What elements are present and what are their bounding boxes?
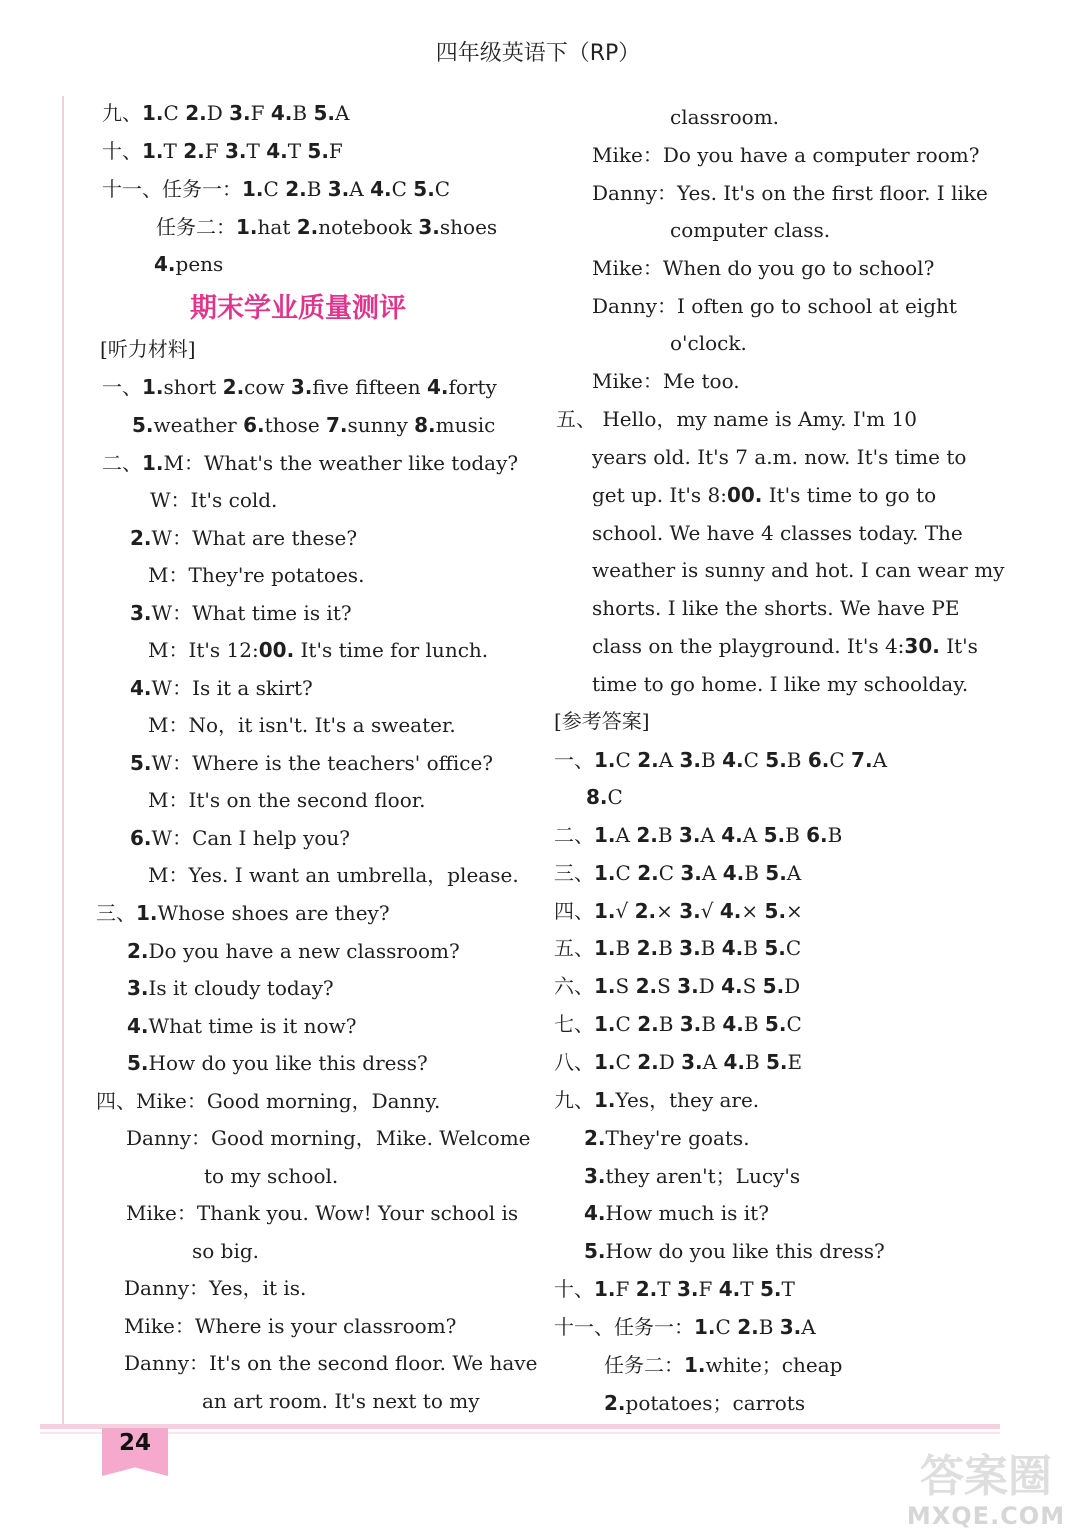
right-text-line: 十一、任务一：1.C 2.B 3.A xyxy=(554,1315,816,1339)
watermark-site: MXQE.COM xyxy=(906,1502,1066,1530)
left-text-line: 2.W：What are these? xyxy=(130,526,358,550)
left-text-line: 5.How do you like this dress? xyxy=(127,1051,428,1075)
left-text-line: 任务二：1.hat 2.notebook 3.shoes xyxy=(156,215,498,239)
left-text-line: M：Yes. I want an umbrella，please. xyxy=(148,863,519,887)
right-text-line: 2.potatoes；carrots xyxy=(604,1391,806,1415)
section-title: 期末学业质量测评 xyxy=(190,293,406,324)
left-text-line: 十一、任务一：1.C 2.B 3.A 4.C 5.C xyxy=(102,177,451,201)
left-text-line: Mike：Thank you. Wow! Your school is xyxy=(126,1201,519,1225)
right-text-line: 5.How do you like this dress? xyxy=(584,1239,885,1263)
right-text-line: 2.They're goats. xyxy=(584,1126,750,1150)
left-text-line: 5.weather 6.those 7.sunny 8.music xyxy=(132,413,496,437)
right-text-line: shorts. I like the shorts. We have PE xyxy=(592,596,960,620)
left-text-line: Mike：Where is your classroom? xyxy=(124,1314,457,1338)
left-text-line: M：They're potatoes. xyxy=(148,563,365,587)
left-text-line: Danny：Yes，it is. xyxy=(124,1276,307,1300)
right-text-line: years old. It's 7 a.m. now. It's time to xyxy=(592,445,967,469)
left-text-line: M：It's 12:00. It's time for lunch. xyxy=(148,638,489,662)
right-text-line: 九、1.Yes，they are. xyxy=(554,1088,760,1112)
right-text-line: get up. It's 8:00. It's time to go to xyxy=(592,483,937,507)
left-text-line: [听力材料] xyxy=(100,337,196,361)
right-text-line: 二、1.A 2.B 3.A 4.A 5.B 6.B xyxy=(554,823,843,847)
right-text-line: school. We have 4 classes today. The xyxy=(592,521,963,545)
left-text-line: W：It's cold. xyxy=(150,488,278,512)
right-text-line: 五、1.B 2.B 3.B 4.B 5.C xyxy=(554,936,802,960)
right-text-line: 任务二：1.white；cheap xyxy=(604,1353,843,1377)
right-text-line: 三、1.C 2.C 3.A 4.B 5.A xyxy=(554,861,802,885)
left-text-line: M：No，it isn't. It's a sweater. xyxy=(148,713,456,737)
left-text-line: 3.W：What time is it? xyxy=(130,601,352,625)
watermark-logo: 答案圈 xyxy=(920,1451,1052,1502)
left-text-line: 九、1.C 2.D 3.F 4.B 5.A xyxy=(102,101,350,125)
left-text-line: Danny：Good morning，Mike. Welcome xyxy=(126,1126,531,1150)
left-text-line: to my school. xyxy=(204,1164,339,1188)
left-text-line: 3.Is it cloudy today? xyxy=(127,976,334,1000)
bottom-rule-light xyxy=(40,1432,1000,1434)
page-header: 四年级英语下（RP） xyxy=(435,41,641,66)
left-text-line: 4.What time is it now? xyxy=(127,1014,357,1038)
right-text-line: 七、1.C 2.B 3.B 4.B 5.C xyxy=(554,1012,802,1036)
right-text-line: Mike：Do you have a computer room? xyxy=(592,143,980,167)
right-text-line: 六、1.S 2.S 3.D 4.S 5.D xyxy=(554,974,801,998)
left-margin-rule xyxy=(62,96,64,1426)
left-text-line: 6.W：Can I help you? xyxy=(130,826,351,850)
page-number: 24 xyxy=(118,1430,151,1456)
watermark xyxy=(896,1436,1076,1536)
bottom-rule xyxy=(40,1424,1000,1429)
left-text-line: 二、1.M：What's the weather like today? xyxy=(102,451,519,475)
right-text-line: Danny：I often go to school at eight xyxy=(592,294,957,318)
right-text-line: weather is sunny and hot. I can wear my xyxy=(592,558,1005,582)
right-text-line: class on the playground. It's 4:30. It's xyxy=(592,634,978,658)
right-text-line: 五、 Hello，my name is Amy. I'm 10 xyxy=(556,407,918,431)
left-text-line: Danny：It's on the second floor. We have xyxy=(124,1351,538,1375)
left-text-line: 四、Mike：Good morning，Danny. xyxy=(96,1089,441,1113)
right-text-line: 8.C xyxy=(586,785,623,809)
right-text-line: [参考答案] xyxy=(554,709,650,733)
left-text-line: M：It's on the second floor. xyxy=(148,788,426,812)
left-text-line: so big. xyxy=(192,1239,260,1263)
left-text-line: 4.W：Is it a skirt? xyxy=(130,676,313,700)
right-text-line: 十、1.F 2.T 3.F 4.T 5.T xyxy=(554,1277,795,1301)
right-text-line: Danny：Yes. It's on the first floor. I like xyxy=(592,181,988,205)
right-text-line: o'clock. xyxy=(670,331,747,355)
right-text-line: 一、1.C 2.A 3.B 4.C 5.B 6.C 7.A xyxy=(554,748,888,772)
left-text-line: 5.W：Where is the teachers' office? xyxy=(130,751,494,775)
left-text-line: 4.pens xyxy=(154,252,224,276)
left-text-line: 十、1.T 2.F 3.T 4.T 5.F xyxy=(102,139,343,163)
left-text-line: 2.Do you have a new classroom? xyxy=(127,939,460,963)
right-text-line: computer class. xyxy=(670,218,831,242)
right-text-line: Mike：Me too. xyxy=(592,369,740,393)
left-text-line: 三、1.Whose shoes are they? xyxy=(96,901,390,925)
right-text-line: 八、1.C 2.D 3.A 4.B 5.E xyxy=(554,1050,803,1074)
right-text-line: time to go home. I like my schoolday. xyxy=(592,672,969,696)
left-text-line: an art room. It's next to my xyxy=(202,1389,480,1413)
right-text-line: Mike：When do you go to school? xyxy=(592,256,935,280)
right-text-line: 四、1.√ 2.× 3.√ 4.× 5.× xyxy=(554,899,803,923)
right-text-line: 4.How much is it? xyxy=(584,1201,769,1225)
right-text-line: 3.they aren't；Lucy's xyxy=(584,1164,801,1188)
right-text-line: classroom. xyxy=(670,105,780,129)
left-text-line: 一、1.short 2.cow 3.five fifteen 4.forty xyxy=(102,375,497,399)
